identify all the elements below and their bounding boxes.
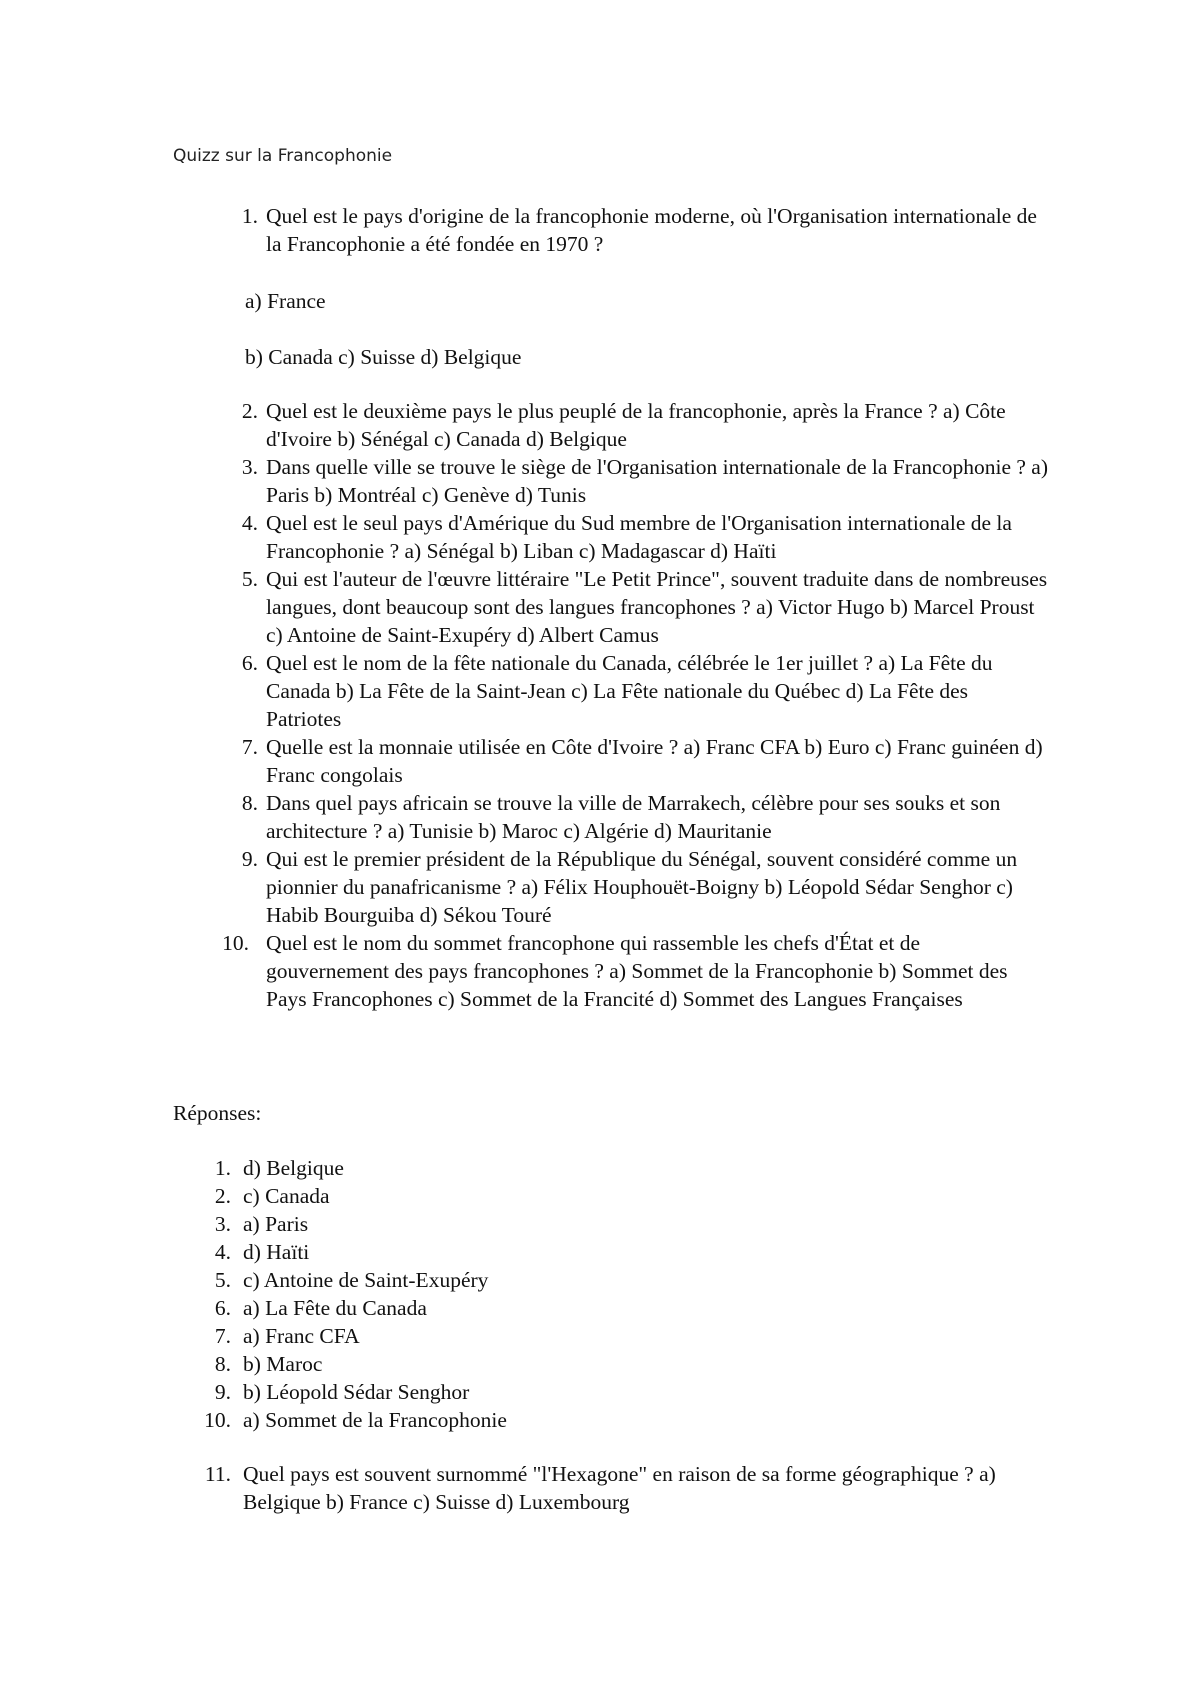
answer-item [205,1378,1005,1406]
question-text: Quel est le deuxième pays le plus peuplé de la francophonie, après la France ? a) Côte d'Ivoire b) Sénégal c) Canada d) Belgique [266,399,1006,451]
answer-number: 4. [214,1240,231,1264]
answer-item [205,1182,1005,1210]
question-item [228,733,1048,789]
answer-item [205,1350,1005,1378]
answer-text: d) Haïti [243,1240,310,1264]
question-number: 9. [241,847,258,871]
question-text: Qui est l'auteur de l'œuvre littéraire "Le Petit Prince", souvent traduite dans de nombreuses langues, dont beaucoup sont des langues francophones ? a) Victor Hugo b) Marcel Proust c) Antoine de Saint-Exupéry d) Albert Camus [266,567,1048,647]
question-text: Quelle est la monnaie utilisée en Côte d'Ivoire ? a) Franc CFA b) Euro c) Franc guinéen d) Franc congolais [266,735,1043,787]
answer-item [205,1406,1005,1434]
answer-text: d) Belgique [243,1156,344,1180]
question-number: 7. [241,735,258,759]
question-item [205,1460,1005,1516]
question-item [228,649,1048,733]
question-11 [205,1460,1005,1516]
answer-text: b) Maroc [243,1352,323,1376]
question-1 [228,202,1048,258]
answer-list [205,1154,1005,1434]
question-item [222,929,1048,1013]
answer-text: a) La Fête du Canada [243,1296,427,1320]
answer-text: c) Antoine de Saint-Exupéry [243,1268,489,1292]
answer-item [205,1154,1005,1182]
answer-item [205,1266,1005,1294]
question-1-other-options: b) Canada c) Suisse d) Belgique [245,345,522,369]
answer-number: 10. [204,1408,231,1432]
question-item [228,789,1048,845]
question-number: 2. [241,399,258,423]
question-text: Qui est le premier président de la République du Sénégal, souvent considéré comme un pionnier du panafricanisme ? a) Félix Houphouët-Boigny b) Léopold Sédar Senghor c) Habib Bourguiba d) Sékou Touré [266,847,1018,927]
question-item [228,453,1048,509]
question-number: 11. [204,1462,231,1486]
answer-item [205,1294,1005,1322]
answer-text: a) Paris [243,1212,309,1236]
question-number: 3. [241,455,258,479]
question-list [222,397,1048,1013]
question-text: Quel est le nom du sommet francophone qui rassemble les chefs d'État et de gouvernement des pays francophones ? a) Sommet de la Francophonie b) Sommet des Pays Francophones c) Sommet de la Francité d) Sommet des Langues Françaises [266,931,1008,1011]
answer-item [205,1322,1005,1350]
question-text: Quel est le nom de la fête nationale du Canada, célébrée le 1er juillet ? a) La Fête du Canada b) La Fête de la Saint-Jean c) La Fête nationale du Québec d) La Fête des Patriotes [266,651,993,731]
question-number: 6. [241,651,258,675]
answer-item [205,1238,1005,1266]
answer-number: 3. [214,1212,231,1236]
answer-text: b) Léopold Sédar Senghor [243,1380,470,1404]
answer-number: 5. [214,1268,231,1292]
question-item [228,565,1048,649]
question-number: 8. [241,791,258,815]
answer-number: 6. [214,1296,231,1320]
question-item [228,397,1048,453]
answer-text: a) Sommet de la Francophonie [243,1408,507,1432]
answer-text: a) Franc CFA [243,1324,360,1348]
answer-number: 2. [214,1184,231,1208]
question-1-option-a: a) France [245,289,326,313]
answer-item [205,1210,1005,1238]
question-text: Dans quelle ville se trouve le siège de l'Organisation internationale de la Francophonie ? a) Paris b) Montréal c) Genève d) Tunis [266,455,1048,507]
question-text: Quel est le pays d'origine de la francophonie moderne, où l'Organisation internationale de la Francophonie a été fondée en 1970 ? [266,204,1037,256]
answer-number: 8. [214,1352,231,1376]
answer-number: 1. [214,1156,231,1180]
responses-heading: Réponses: [173,1101,262,1125]
question-item [228,509,1048,565]
question-text: Quel est le seul pays d'Amérique du Sud membre de l'Organisation internationale de la Francophonie ? a) Sénégal b) Liban c) Madagascar d) Haïti [266,511,1012,563]
answer-text: c) Canada [243,1184,330,1208]
question-item [228,202,1048,258]
answer-number: 9. [214,1380,231,1404]
question-item [228,845,1048,929]
question-number: 10. [222,931,249,955]
answer-number: 7. [214,1324,231,1348]
question-number: 4. [241,511,258,535]
question-text: Dans quel pays africain se trouve la ville de Marrakech, célèbre pour ses souks et son architecture ? a) Tunisie b) Maroc c) Algérie d) Mauritanie [266,791,1001,843]
question-number: 1. [241,204,258,228]
question-number: 5. [241,567,258,591]
document-title: Quizz sur la Francophonie [173,146,393,166]
question-text: Quel pays est souvent surnommé "l'Hexagone" en raison de sa forme géographique ? a) Belgique b) France c) Suisse d) Luxembourg [243,1462,996,1514]
